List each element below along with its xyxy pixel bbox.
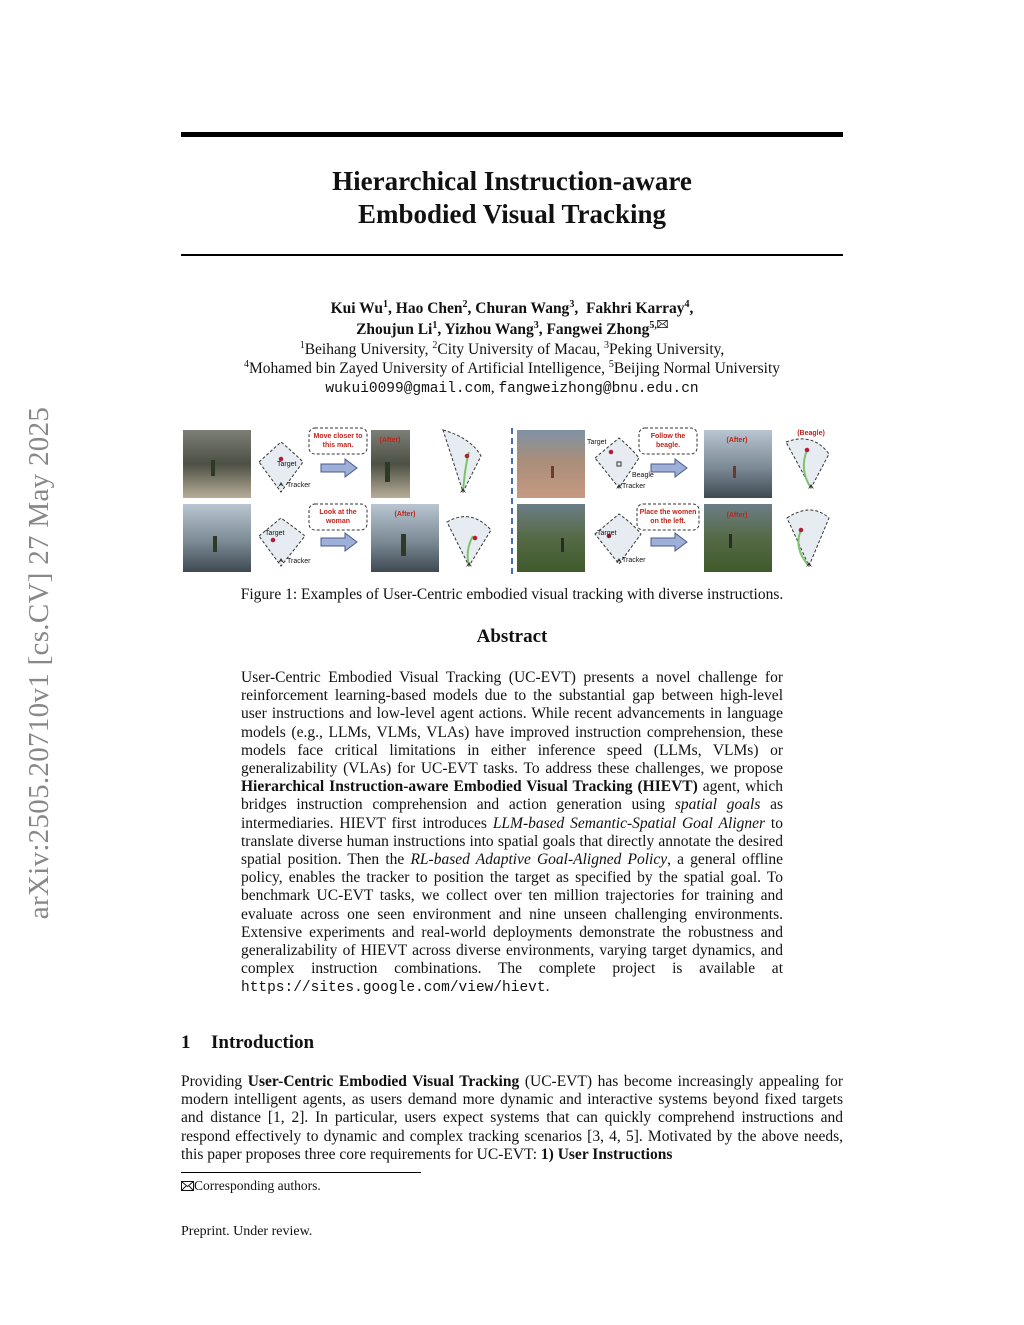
author-name: Zhoujun Li bbox=[356, 321, 433, 338]
svg-text:this man.: this man. bbox=[322, 442, 354, 449]
svg-text:Target: Target bbox=[265, 530, 285, 537]
panel-desert bbox=[517, 428, 829, 498]
title-line-2: Embodied Visual Tracking bbox=[357, 199, 667, 229]
author-line-2: Zhoujun Li$^1$, Yizhou Wang$^3$, Fangwei Zhong$^{5,}$ bbox=[181, 320, 843, 340]
author-name: Hao Chen bbox=[395, 300, 463, 317]
preprint-note: Preprint. Under review. bbox=[181, 1224, 313, 1239]
section-heading-introduction: 1 Introduction bbox=[181, 1032, 315, 1053]
panel-city bbox=[183, 504, 491, 572]
figure-1-graphic bbox=[181, 426, 843, 578]
figure-caption: Figure 1: Examples of User-Centric embodied visual tracking with diverse instructions. bbox=[240, 586, 784, 603]
email[interactable]: wukui0099@gmail.com bbox=[325, 381, 491, 397]
panel-mall bbox=[183, 428, 481, 498]
svg-text:Target: Target bbox=[597, 530, 617, 537]
footnote-rule bbox=[181, 1172, 421, 1173]
svg-text:(Beagle): (Beagle) bbox=[797, 430, 825, 437]
affiliation-line-2: $^4$Mohamed bin Zayed University of Artificial Intelligence, $^5$Beijing Normal University bbox=[243, 358, 780, 377]
abstract-heading: Abstract bbox=[476, 626, 548, 647]
abstract-body: User-Centric Embodied Visual Tracking (UC-EVT) presents a novel challenge for reinforcement learning-based models due to the substantial gap between high-level user instructions and low-level agent actions. While recent advancements in language models (e.g., LLMs, VLMs, VLAs) have improved instruction comprehension, these models face critical limitations in either inference speed (LLMs, VLMs) or generalizability (VLAs) for UC-EVT tasks. To address these challenges, we propose Hierarchical Instruction-aware Embodied Visual Tracking (HIEVT) agent, which bridges instruction comprehension and action generation using spatial goals as intermediaries. HIEVT first introduces LLM-based Semantic-Spatial Goal Aligner to translate diverse human instructions into spatial goals that directly annotate the desired spatial position. Then the RL-based Adaptive Goal-Aligned Policy, a general offline policy, enables the tracker to position the target as specified by the spatial goal. To benchmark UC-EVT tasks, we collect over ten million trajectories for training and evaluate across one seen environment and nine unseen challenging environments. Extensive experiments and real-world deployments demonstrate the robustness and generalizability of HIEVT across diverse environments, varying target dynamics, and complex instruction combinations. The complete project is available at https://sites.google.com/view/hievt. bbox=[241, 669, 783, 997]
footnote: Corresponding authors. bbox=[181, 1178, 321, 1194]
svg-text:(After): (After) bbox=[726, 512, 748, 519]
svg-text:(After): (After) bbox=[726, 437, 748, 444]
envelope-icon bbox=[657, 320, 668, 328]
panel-field bbox=[517, 504, 829, 572]
scene-image-before bbox=[517, 430, 585, 498]
title-top-rule bbox=[181, 132, 843, 137]
svg-text:Target: Target bbox=[277, 461, 297, 468]
author-name: Fangwei Zhong bbox=[546, 321, 650, 338]
svg-text:on the left.: on the left. bbox=[650, 518, 686, 525]
author-name: Kui Wu bbox=[330, 300, 384, 317]
scene-image-before bbox=[517, 504, 585, 572]
arxiv-side-stamp: arXiv:2505.20710v1 [cs.CV] 27 May 2025 bbox=[23, 406, 55, 920]
svg-text:Look at the: Look at the bbox=[319, 509, 357, 516]
svg-text:(After): (After) bbox=[394, 511, 416, 518]
svg-text:Tracker: Tracker bbox=[287, 558, 311, 565]
title-bottom-rule bbox=[181, 254, 843, 256]
figure-1 bbox=[181, 426, 843, 578]
scene-image-before bbox=[183, 430, 251, 498]
svg-text:(After): (After) bbox=[379, 437, 401, 444]
svg-text:Tracker: Tracker bbox=[622, 483, 646, 490]
svg-text:Tracker: Tracker bbox=[287, 482, 311, 489]
svg-text:Move closer to: Move closer to bbox=[313, 433, 363, 440]
author-name: Fakhri Karray bbox=[585, 300, 685, 317]
author-name: Churan Wang bbox=[475, 300, 570, 317]
svg-text:Target: Target bbox=[587, 439, 607, 446]
svg-text:woman: woman bbox=[325, 518, 351, 525]
svg-text:Tracker: Tracker bbox=[622, 557, 646, 564]
svg-text:beagle.: beagle. bbox=[655, 442, 681, 449]
email[interactable]: fangweizhong@bnu.edu.cn bbox=[498, 381, 699, 397]
envelope-icon bbox=[181, 1181, 194, 1191]
affiliation-line-1: $^1$Beihang University, $^2$City University of Macau, $^3$Peking University, bbox=[299, 339, 725, 358]
svg-text:Follow the: Follow the bbox=[650, 433, 686, 440]
email-line: wukui0099@gmail.com, fangweizhong@bnu.edu.cn bbox=[325, 379, 699, 397]
project-link[interactable]: https://sites.google.com/view/hievt bbox=[241, 980, 546, 997]
svg-text:Place the women: Place the women bbox=[639, 509, 697, 516]
svg-text:Beagle: Beagle bbox=[632, 472, 654, 479]
author-name: Yizhou Wang bbox=[444, 321, 534, 338]
introduction-body: Providing User-Centric Embodied Visual Tracking (UC-EVT) has become increasingly appealing for modern intelligent agents, as users demand more dynamic and interactive systems beyond fixed targets and distance [1, 2]. In particular, users expect systems that can quickly comprehend instructions and respond effectively to dynamic and complex tracking scenarios [3, 4, 5]. Motivated by the above needs, this paper proposes three core requirements for UC-EVT: 1) User Instructions bbox=[181, 1073, 843, 1163]
paper-title bbox=[181, 165, 843, 231]
author-line-1: Kui Wu$^1$, Hao Chen$^2$, Churan Wang$^3$, Fakhri Karray$^4$, bbox=[330, 298, 694, 317]
title-line-1: Hierarchical Instruction-aware bbox=[332, 166, 692, 196]
